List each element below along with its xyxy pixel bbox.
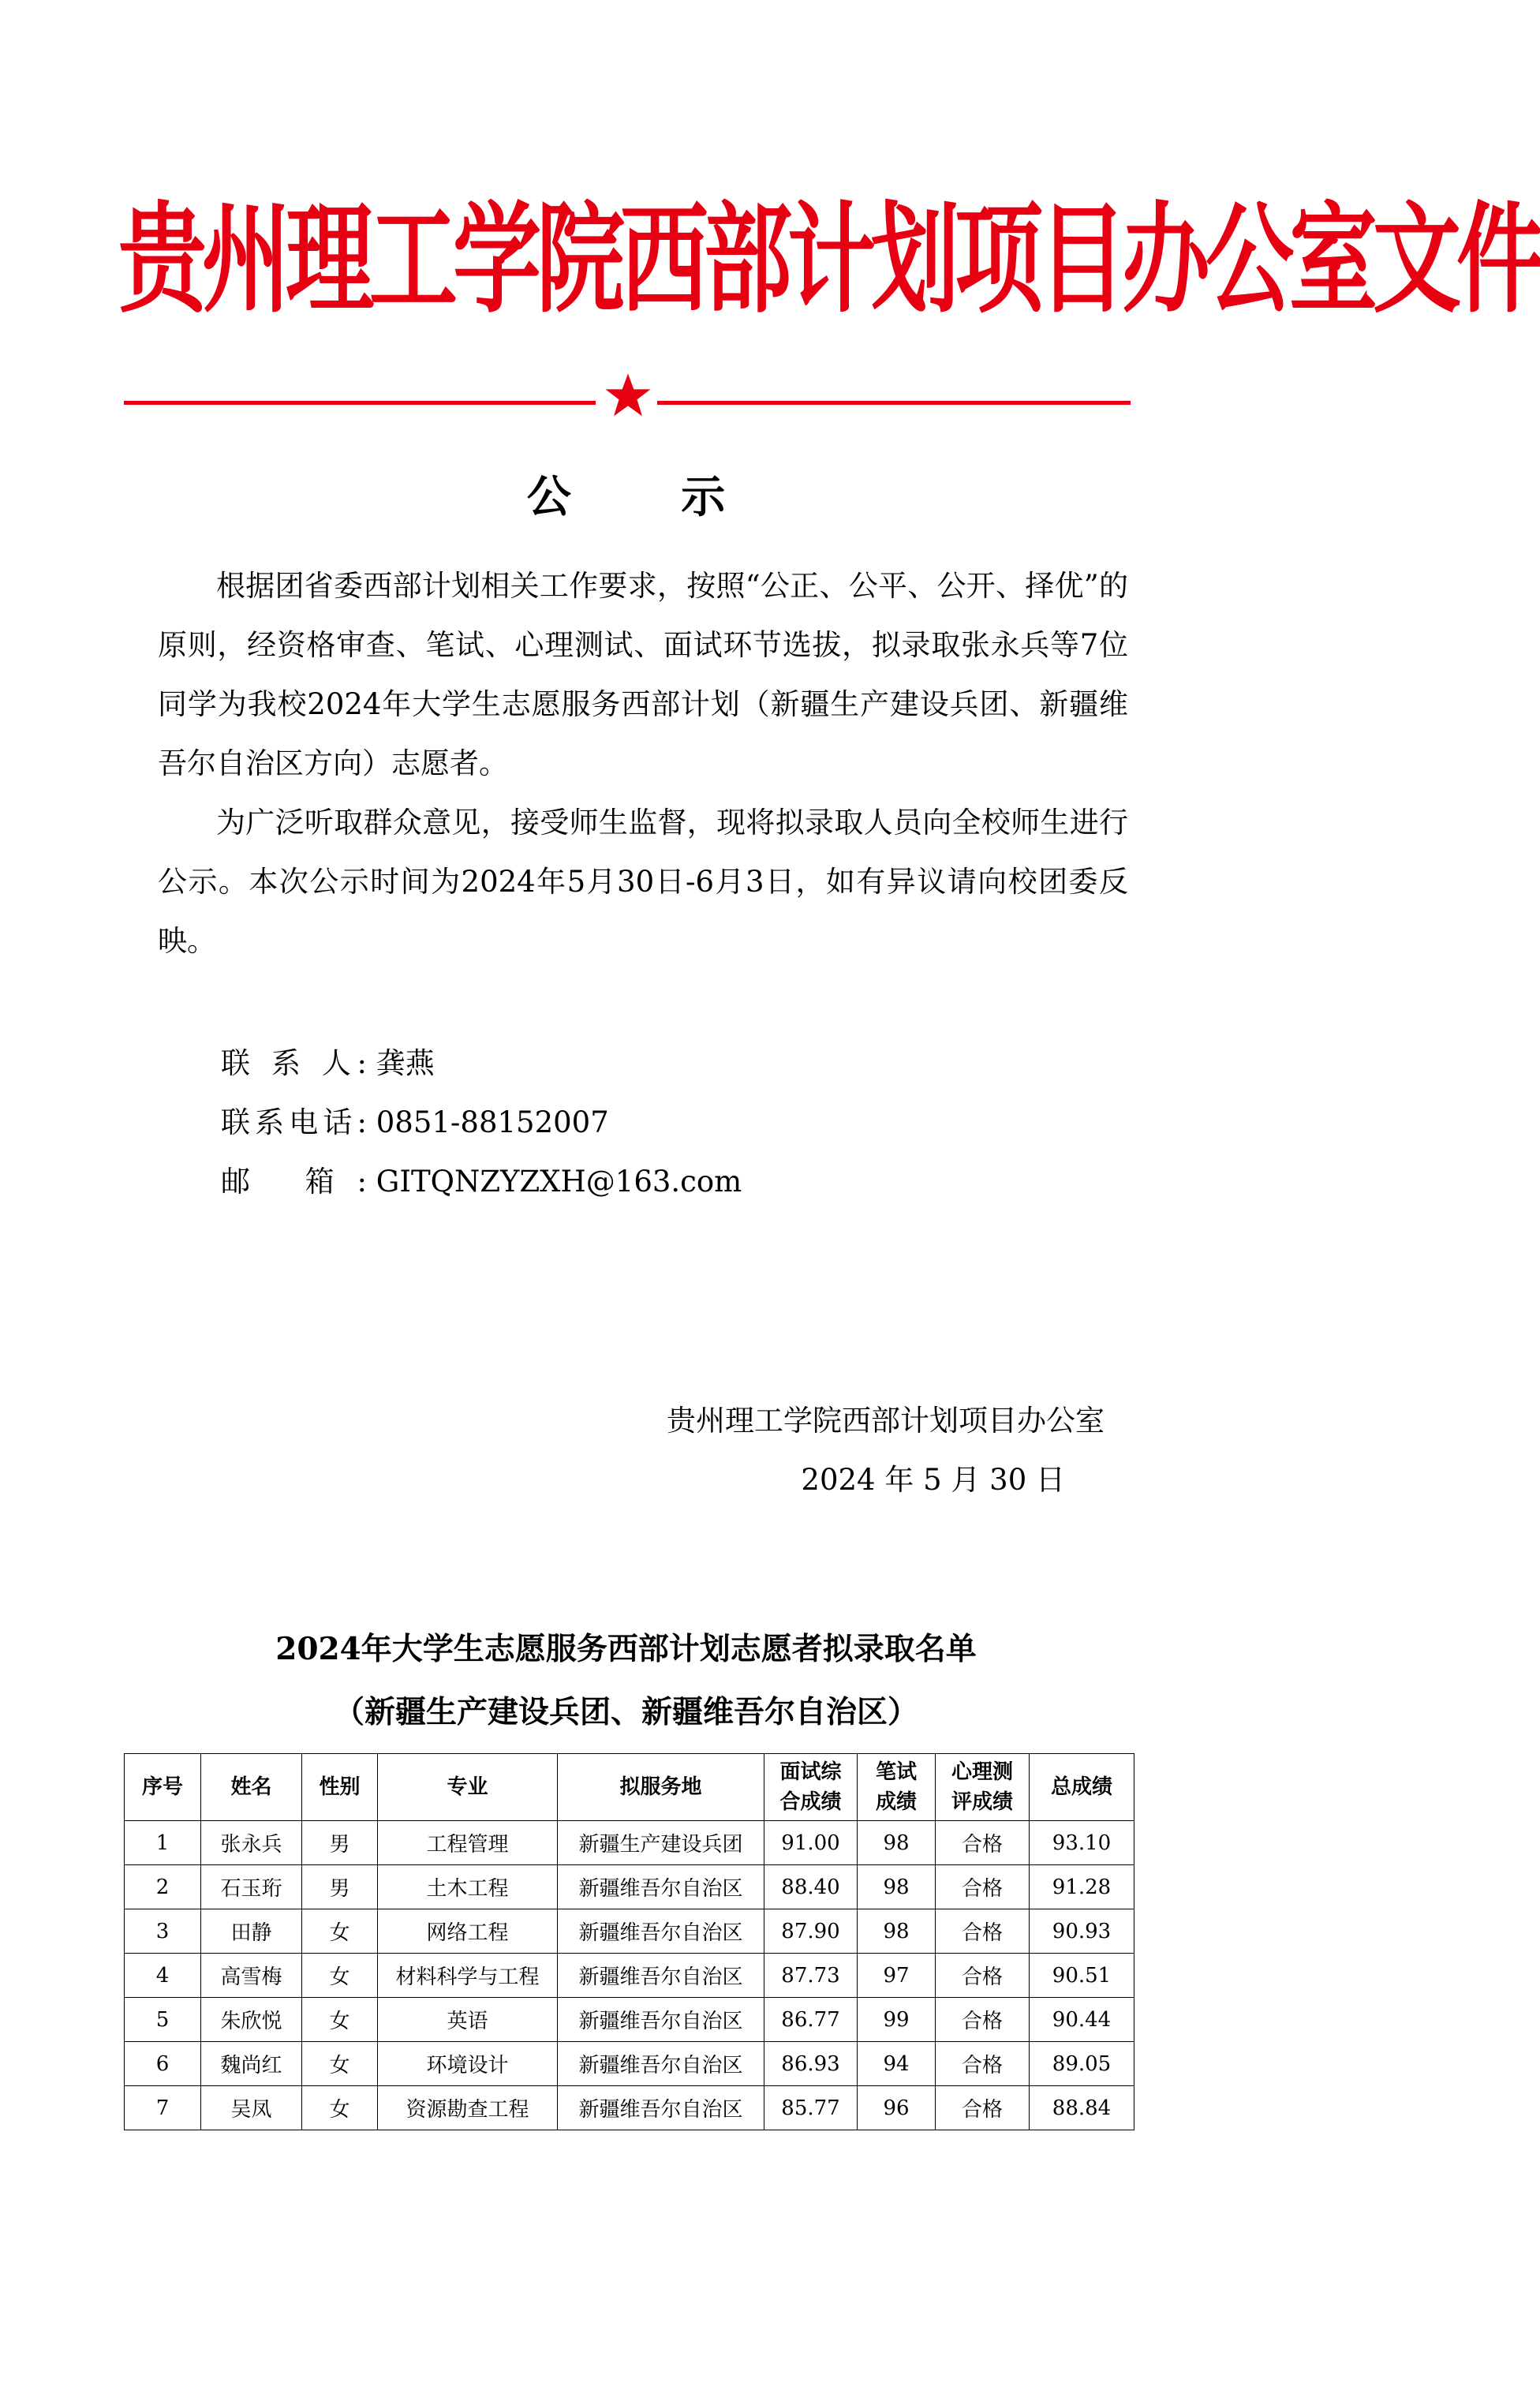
table-cell: 女 bbox=[302, 1909, 378, 1954]
table-row bbox=[125, 1865, 1134, 1909]
notice-title: 公 示 bbox=[526, 471, 773, 523]
table-row bbox=[125, 1954, 1134, 1998]
table-cell: 新疆维吾尔自治区 bbox=[558, 1954, 764, 1998]
letterhead-title: 贵州理工学院西部计划项目办公室文件 bbox=[118, 191, 1540, 330]
table-cell: 4 bbox=[125, 1954, 201, 1998]
table-cell: 90.51 bbox=[1030, 1954, 1134, 1998]
table-cell: 女 bbox=[302, 1954, 378, 1998]
table-cell: 3 bbox=[125, 1909, 201, 1954]
table-cell: 土木工程 bbox=[378, 1865, 558, 1909]
table-cell: 合格 bbox=[936, 1954, 1030, 1998]
column-header: 拟服务地 bbox=[558, 1754, 764, 1821]
letterhead-rule-right bbox=[657, 401, 1131, 405]
column-header: 面试综合成绩 bbox=[764, 1754, 858, 1821]
list-title: 2024年大学生志愿服务西部计划志愿者拟录取名单 bbox=[275, 1631, 977, 1667]
table-cell: 田静 bbox=[201, 1909, 302, 1954]
table-cell: 英语 bbox=[378, 1998, 558, 2042]
table-cell: 6 bbox=[125, 2042, 201, 2086]
contact-email bbox=[221, 1152, 742, 1211]
column-header: 专业 bbox=[378, 1754, 558, 1821]
table-row bbox=[125, 2042, 1134, 2086]
column-header: 笔试成绩 bbox=[858, 1754, 936, 1821]
table-cell: 新疆维吾尔自治区 bbox=[558, 2086, 764, 2130]
table-cell: 合格 bbox=[936, 2086, 1030, 2130]
table-cell: 石玉珩 bbox=[201, 1865, 302, 1909]
column-header: 性别 bbox=[302, 1754, 378, 1821]
table-cell: 高雪梅 bbox=[201, 1954, 302, 1998]
contact-person-label: 联 系 人: bbox=[221, 1046, 367, 1080]
table-cell: 90.44 bbox=[1030, 1998, 1134, 2042]
table-cell: 86.93 bbox=[764, 2042, 858, 2086]
signature-org: 贵州理工学院西部计划项目办公室 bbox=[667, 1404, 1105, 1438]
table-cell: 新疆维吾尔自治区 bbox=[558, 1998, 764, 2042]
table-cell: 环境设计 bbox=[378, 2042, 558, 2086]
table-cell: 99 bbox=[858, 1998, 936, 2042]
table-cell: 合格 bbox=[936, 2042, 1030, 2086]
contact-person bbox=[221, 1034, 435, 1093]
contact-person-value: 龚燕 bbox=[376, 1046, 435, 1080]
table-cell: 89.05 bbox=[1030, 2042, 1134, 2086]
table-cell: 2 bbox=[125, 1865, 201, 1909]
table-cell: 魏尚红 bbox=[201, 2042, 302, 2086]
star-icon bbox=[604, 372, 652, 421]
table-cell: 96 bbox=[858, 2086, 936, 2130]
letterhead-rule-left bbox=[124, 401, 596, 405]
table-cell: 86.77 bbox=[764, 1998, 858, 2042]
table-cell: 新疆维吾尔自治区 bbox=[558, 2042, 764, 2086]
contact-email-label: 邮 箱: bbox=[221, 1165, 367, 1199]
table-cell: 5 bbox=[125, 1998, 201, 2042]
table-cell: 97 bbox=[858, 1954, 936, 1998]
notice-paragraph-1: 根据团省委西部计划相关工作要求，按照“公正、公平、公开、择优”的原则，经资格审查、笔试、心理测试、面试环节选拔，拟录取张永兵等7位同学为我校2024年大学生志愿服务西部计划（新疆生产建设兵团、新疆维吾尔自治区方向）志愿者。 bbox=[158, 569, 1128, 780]
table-cell: 女 bbox=[302, 1998, 378, 2042]
table-cell: 88.40 bbox=[764, 1865, 858, 1909]
roster-table bbox=[124, 1753, 1134, 2130]
table-cell: 女 bbox=[302, 2086, 378, 2130]
table-cell: 朱欣悦 bbox=[201, 1998, 302, 2042]
table-cell: 男 bbox=[302, 1865, 378, 1909]
contact-email-value: GITQNZYZXH@163.com bbox=[376, 1165, 742, 1199]
table-cell: 合格 bbox=[936, 1909, 1030, 1954]
table-cell: 合格 bbox=[936, 1865, 1030, 1909]
table-row bbox=[125, 1821, 1134, 1865]
table-cell: 91.00 bbox=[764, 1821, 858, 1865]
contact-phone-value: 0851-88152007 bbox=[376, 1105, 609, 1139]
column-header: 心理测评成绩 bbox=[936, 1754, 1030, 1821]
contact-phone bbox=[221, 1093, 609, 1152]
table-cell: 94 bbox=[858, 2042, 936, 2086]
table-cell: 资源勘查工程 bbox=[378, 2086, 558, 2130]
table-cell: 新疆维吾尔自治区 bbox=[558, 1865, 764, 1909]
table-cell: 87.90 bbox=[764, 1909, 858, 1954]
contact-phone-label: 联系电话: bbox=[221, 1105, 367, 1139]
table-cell: 女 bbox=[302, 2042, 378, 2086]
table-row bbox=[125, 2086, 1134, 2130]
list-subtitle: （新疆生产建设兵团、新疆维吾尔自治区） bbox=[333, 1694, 918, 1730]
table-cell: 93.10 bbox=[1030, 1821, 1134, 1865]
table-cell: 张永兵 bbox=[201, 1821, 302, 1865]
table-cell: 88.84 bbox=[1030, 2086, 1134, 2130]
table-cell: 98 bbox=[858, 1821, 936, 1865]
table-cell: 合格 bbox=[936, 1821, 1030, 1865]
column-header: 序号 bbox=[125, 1754, 201, 1821]
column-header: 总成绩 bbox=[1030, 1754, 1134, 1821]
table-cell: 工程管理 bbox=[378, 1821, 558, 1865]
table-cell: 90.93 bbox=[1030, 1909, 1134, 1954]
table-cell: 98 bbox=[858, 1909, 936, 1954]
table-row bbox=[125, 1998, 1134, 2042]
signature-date: 2024 年 5 月 30 日 bbox=[801, 1463, 1065, 1497]
table-cell: 新疆维吾尔自治区 bbox=[558, 1909, 764, 1954]
column-header: 姓名 bbox=[201, 1754, 302, 1821]
table-cell: 98 bbox=[858, 1865, 936, 1909]
table-cell: 新疆生产建设兵团 bbox=[558, 1821, 764, 1865]
table-cell: 85.77 bbox=[764, 2086, 858, 2130]
table-cell: 87.73 bbox=[764, 1954, 858, 1998]
table-row bbox=[125, 1909, 1134, 1954]
table-cell: 吴凤 bbox=[201, 2086, 302, 2130]
notice-paragraph-2: 为广泛听取群众意见，接受师生监督，现将拟录取人员向全校师生进行公示。本次公示时间为2024年5月30日-6月3日，如有异议请向校团委反映。 bbox=[158, 806, 1128, 958]
table-cell: 男 bbox=[302, 1821, 378, 1865]
table-cell: 1 bbox=[125, 1821, 201, 1865]
table-cell: 材料科学与工程 bbox=[378, 1954, 558, 1998]
table-cell: 91.28 bbox=[1030, 1865, 1134, 1909]
table-cell: 合格 bbox=[936, 1998, 1030, 2042]
table-header-row bbox=[125, 1754, 1134, 1821]
table-cell: 网络工程 bbox=[378, 1909, 558, 1954]
table-cell: 7 bbox=[125, 2086, 201, 2130]
